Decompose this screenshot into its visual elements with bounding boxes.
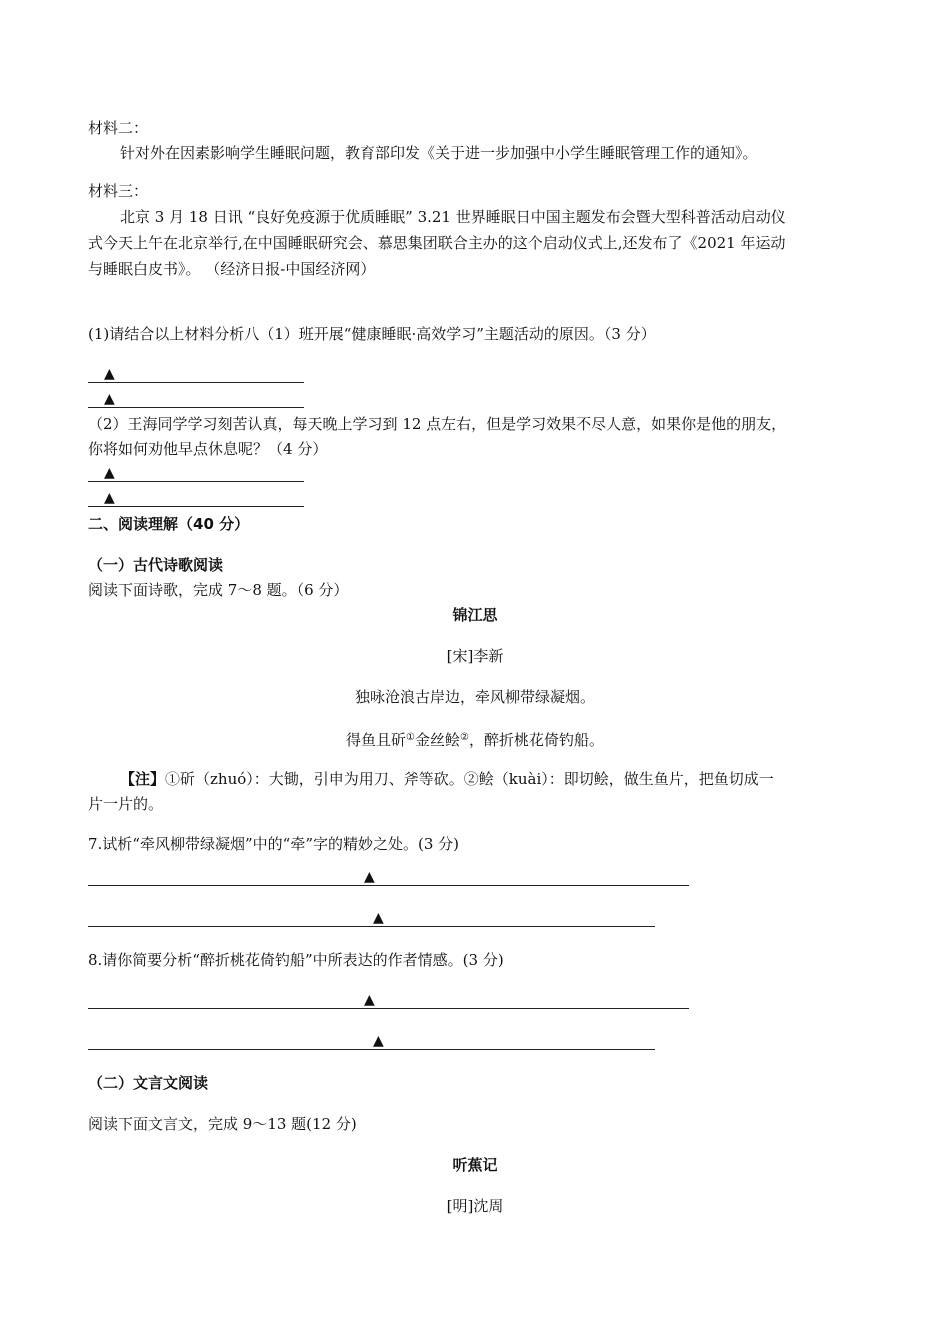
answer-line[interactable] (88, 926, 655, 927)
poem-note (120, 769, 774, 789)
classical-heading: （二）文言文阅读 (88, 1074, 209, 1092)
answer-line[interactable] (88, 1049, 655, 1050)
footnote-mark-1: ① (406, 732, 415, 743)
answer-marker: ▲ (104, 465, 115, 481)
material2-text: 针对外在因素影响学生睡眠问题，教育部印发《关于进一步加强中小学生睡眠管理工作的通知》。 (120, 144, 758, 162)
poetry-instruction: 阅读下面诗歌，完成 7～8 题。（6 分） (88, 581, 349, 599)
note-label: 【注】 (120, 770, 166, 788)
poetry-heading: （一）古代诗歌阅读 (88, 556, 224, 574)
poem-line-2-part3: ，醉折桃花倚钓船。 (468, 731, 604, 749)
answer-line[interactable] (88, 407, 304, 408)
answer-marker: ▲ (104, 366, 115, 382)
poem-title: 锦江思 (452, 606, 498, 624)
answer-marker: ▲ (373, 910, 384, 926)
poem-line-2-part2: 金丝鲙 (414, 731, 460, 749)
material3-label: 材料三： (88, 182, 149, 200)
note-text-1: ①斫（zhuó）：大锄，引申为用刀、斧等砍。②鲙（kuài）：即切鲙，做生鱼片，把鱼切成一 (165, 770, 774, 788)
question-8: 8.请你简要分析“醉折桃花倚钓船”中所表达的作者情感。(3 分) (88, 951, 504, 969)
footnote-mark-2: ② (460, 732, 469, 743)
poem-author: [宋]李新 (446, 647, 504, 665)
poem-line-1: 独咏沧浪古岸边，牵风柳带绿凝烟。 (354, 688, 595, 706)
classical-instruction: 阅读下面文言文，完成 9～13 题(12 分) (88, 1115, 357, 1133)
answer-marker: ▲ (373, 1033, 384, 1049)
answer-line[interactable] (88, 506, 304, 507)
section-heading: 二、阅读理解（40 分） (88, 515, 250, 533)
question-2-line1: （2）王海同学学习刻苦认真，每天晚上学习到 12 点左右，但是学习效果不尽人意，如果你是他的朋友， (88, 415, 787, 433)
material3-line3: 与睡眠白皮书》。 （经济日报-中国经济网） (88, 260, 376, 278)
answer-line[interactable] (88, 481, 304, 482)
material2-label: 材料二： (88, 119, 149, 137)
poem-line-2 (0, 728, 950, 750)
note-text-2: 片一片的。 (88, 795, 164, 813)
question-2-line2: 你将如何劝他早点休息呢？（4 分） (88, 440, 328, 458)
answer-marker: ▲ (104, 490, 115, 506)
answer-line[interactable] (88, 1008, 689, 1009)
question-1: (1)请结合以上材料分析八（1）班开展“健康睡眠·高效学习”主题活动的原因。（3 分） (88, 325, 656, 343)
answer-marker: ▲ (364, 869, 375, 885)
answer-line[interactable] (88, 382, 304, 383)
classical-title: 听蕉记 (452, 1156, 498, 1174)
material3-line1: 北京 3 月 18 日讯 “良好免疫源于优质睡眠” 3.21 世界睡眠日中国主题发布会暨大型科普活动启动仪 (120, 208, 786, 226)
question-7: 7.试析“牵风柳带绿凝烟”中的“牵”字的精妙之处。(3 分) (88, 835, 460, 853)
poem-line-2-part1: 得鱼且斫 (346, 731, 407, 749)
material3-line2: 式今天上午在北京举行,在中国睡眠研究会、慕思集团联合主办的这个启动仪式上,还发布了《2021 年运动 (88, 234, 786, 252)
classical-author: [明]沈周 (446, 1197, 504, 1215)
answer-line[interactable] (88, 885, 689, 886)
answer-marker: ▲ (104, 391, 115, 407)
answer-marker: ▲ (364, 992, 375, 1008)
